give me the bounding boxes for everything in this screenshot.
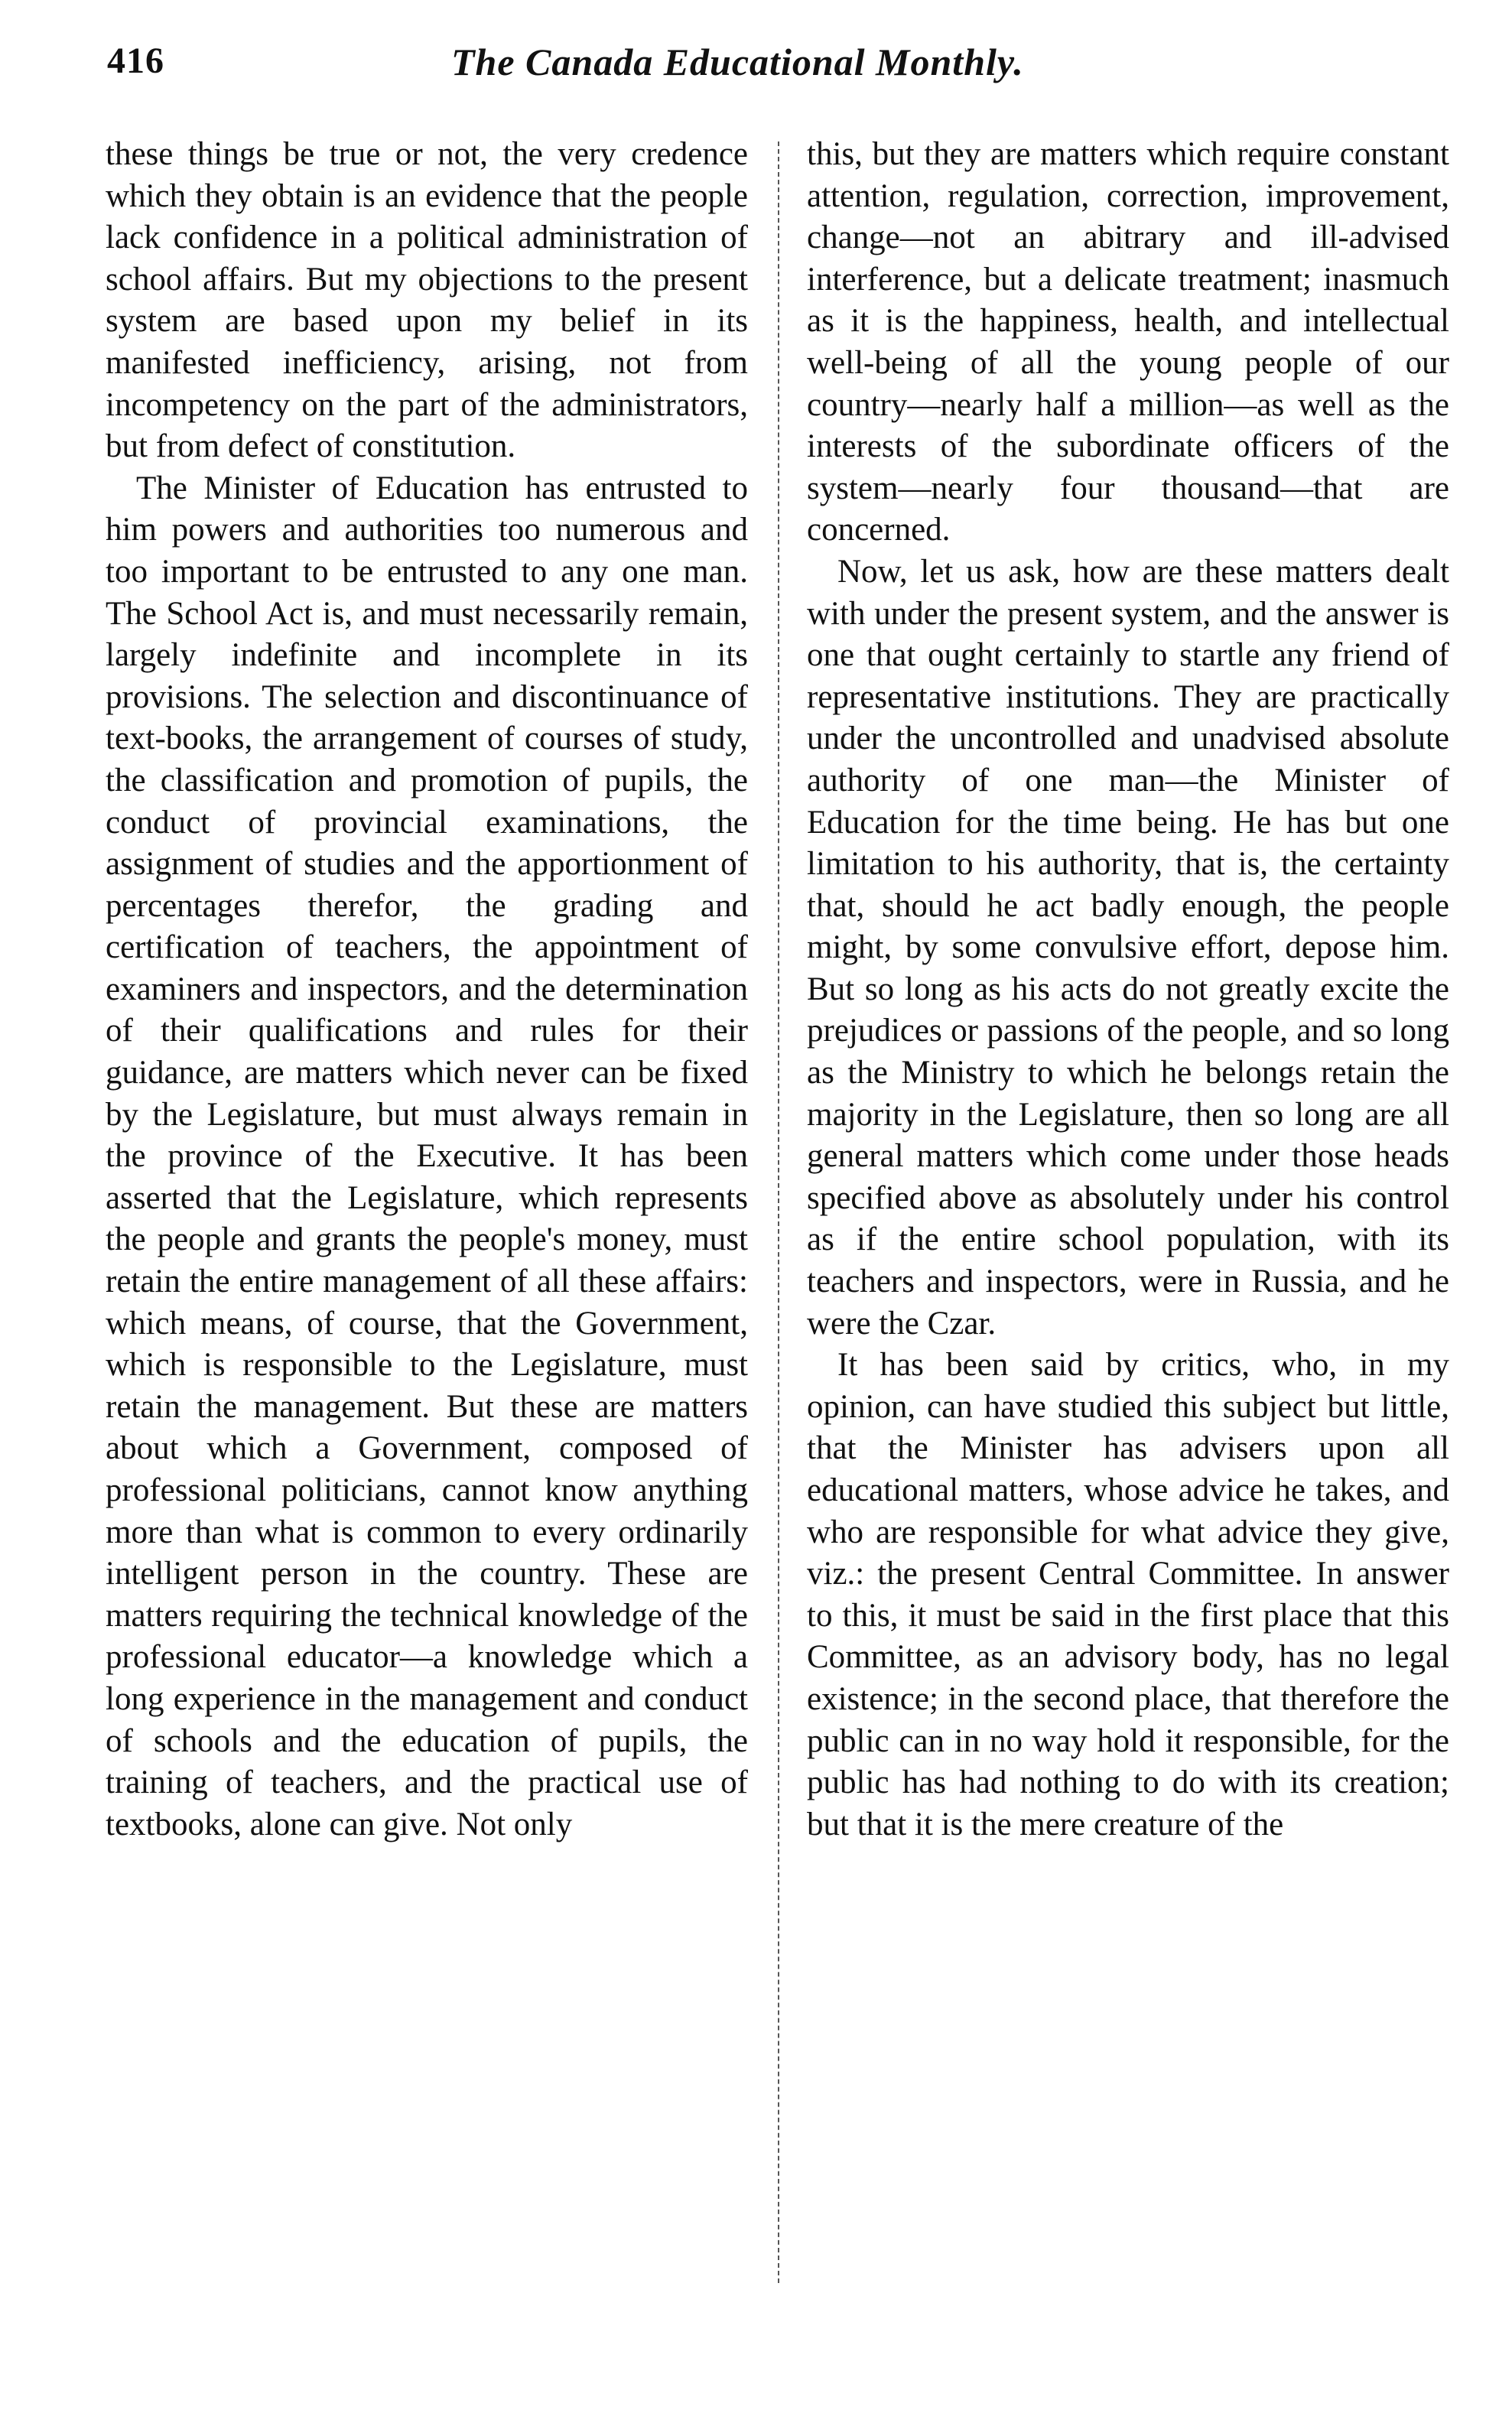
page-header xyxy=(107,40,1453,101)
column-divider xyxy=(778,141,779,2283)
paragraph: The Minister of Education has entrusted to him powers and authorities too numerous and too important to be entrusted to any one man. The School Act is, and must necessarily remain, largely indefinite and incomplete in its provisions. The selection and discontinuance of text-books, the arrangement of courses of study, the classification and promotion of pupils, the conduct of provincial examinations, the assignment of studies and the apportionment of percentages therefor, the grading and certification of teachers, the appointment of examiners and inspectors, and the determination of their qualifications and rules for their guidance, are matters which never can be fixed by the Legislature, but must always remain in the province of the Executive. It has been asserted that the Legislature, which represents the people and grants the people's money, must retain the entire management of all these affairs: which means, of course, that the Government, which is responsible to the Legislature, must retain the management. But these are matters about which a Government, composed of professional politicians, cannot know anything more than what is common to every ordinarily intelligent person in the country. These are matters requiring the technical knowledge of the professional educator—a knowledge which a long experience in the management and conduct of schools and the education of pupils, the training of teachers, and the practical use of textbooks, alone can give. Not only xyxy=(106,470,748,1842)
paragraph: these things be true or not, the very credence which they obtain is an evidence that the people lack confidence in a political administration of school affairs. But my objections to the present system are based upon my belief in its manifested inefficiency, arising, not from incompetency on the part of the administrators, but from defect of constitution. xyxy=(106,136,748,465)
left-column xyxy=(106,134,748,1846)
page-number: 416 xyxy=(107,41,164,81)
paragraph: this, but they are matters which require constant attention, regulation, correction, improvement, change—not an abitrary and ill-advised interference, but a delicate treatment; inasmuch as it is the happiness, health, and intellectual well-being of all the young people of our country—nearly half a million—as well as the interests of the subordinate officers of the system—nearly four thousand—that are concerned. xyxy=(807,136,1449,548)
running-title: The Canada Educational Monthly. xyxy=(451,41,1024,83)
right-column xyxy=(807,134,1449,1846)
paragraph: It has been said by critics, who, in my opinion, can have studied this subject but little, that the Minister has advisers upon all educational matters, whose advice he takes, and who are responsible for what advice they give, viz.: the present Central Committee. In answer to this, it must be said in the first place that this Committee, as an advisory body, has no legal existence; in the second place, that therefore the public can in no way hold it responsible, for the public has had nothing to do with its creation; but that it is the mere creature of the xyxy=(807,1347,1449,1842)
paragraph: Now, let us ask, how are these matters dealt with under the present system, and the answer is one that ought certainly to startle any friend of representative institutions. They are practically under the uncontrolled and unadvised absolute authority of one man—the Minister of Education for the time being. He has but one limitation to his authority, that is, the certainty that, should he act badly enough, the people might, by some convulsive effort, depose him. But so long as his acts do not greatly excite the prejudices or passions of the people, and so long as the Ministry to which he belongs retain the majority in the Legislature, then so long are all general matters which come under those heads specified above as absolutely under his control as if the entire school population, with its teachers and inspectors, were in Russia, and he were the Czar. xyxy=(807,553,1449,1342)
